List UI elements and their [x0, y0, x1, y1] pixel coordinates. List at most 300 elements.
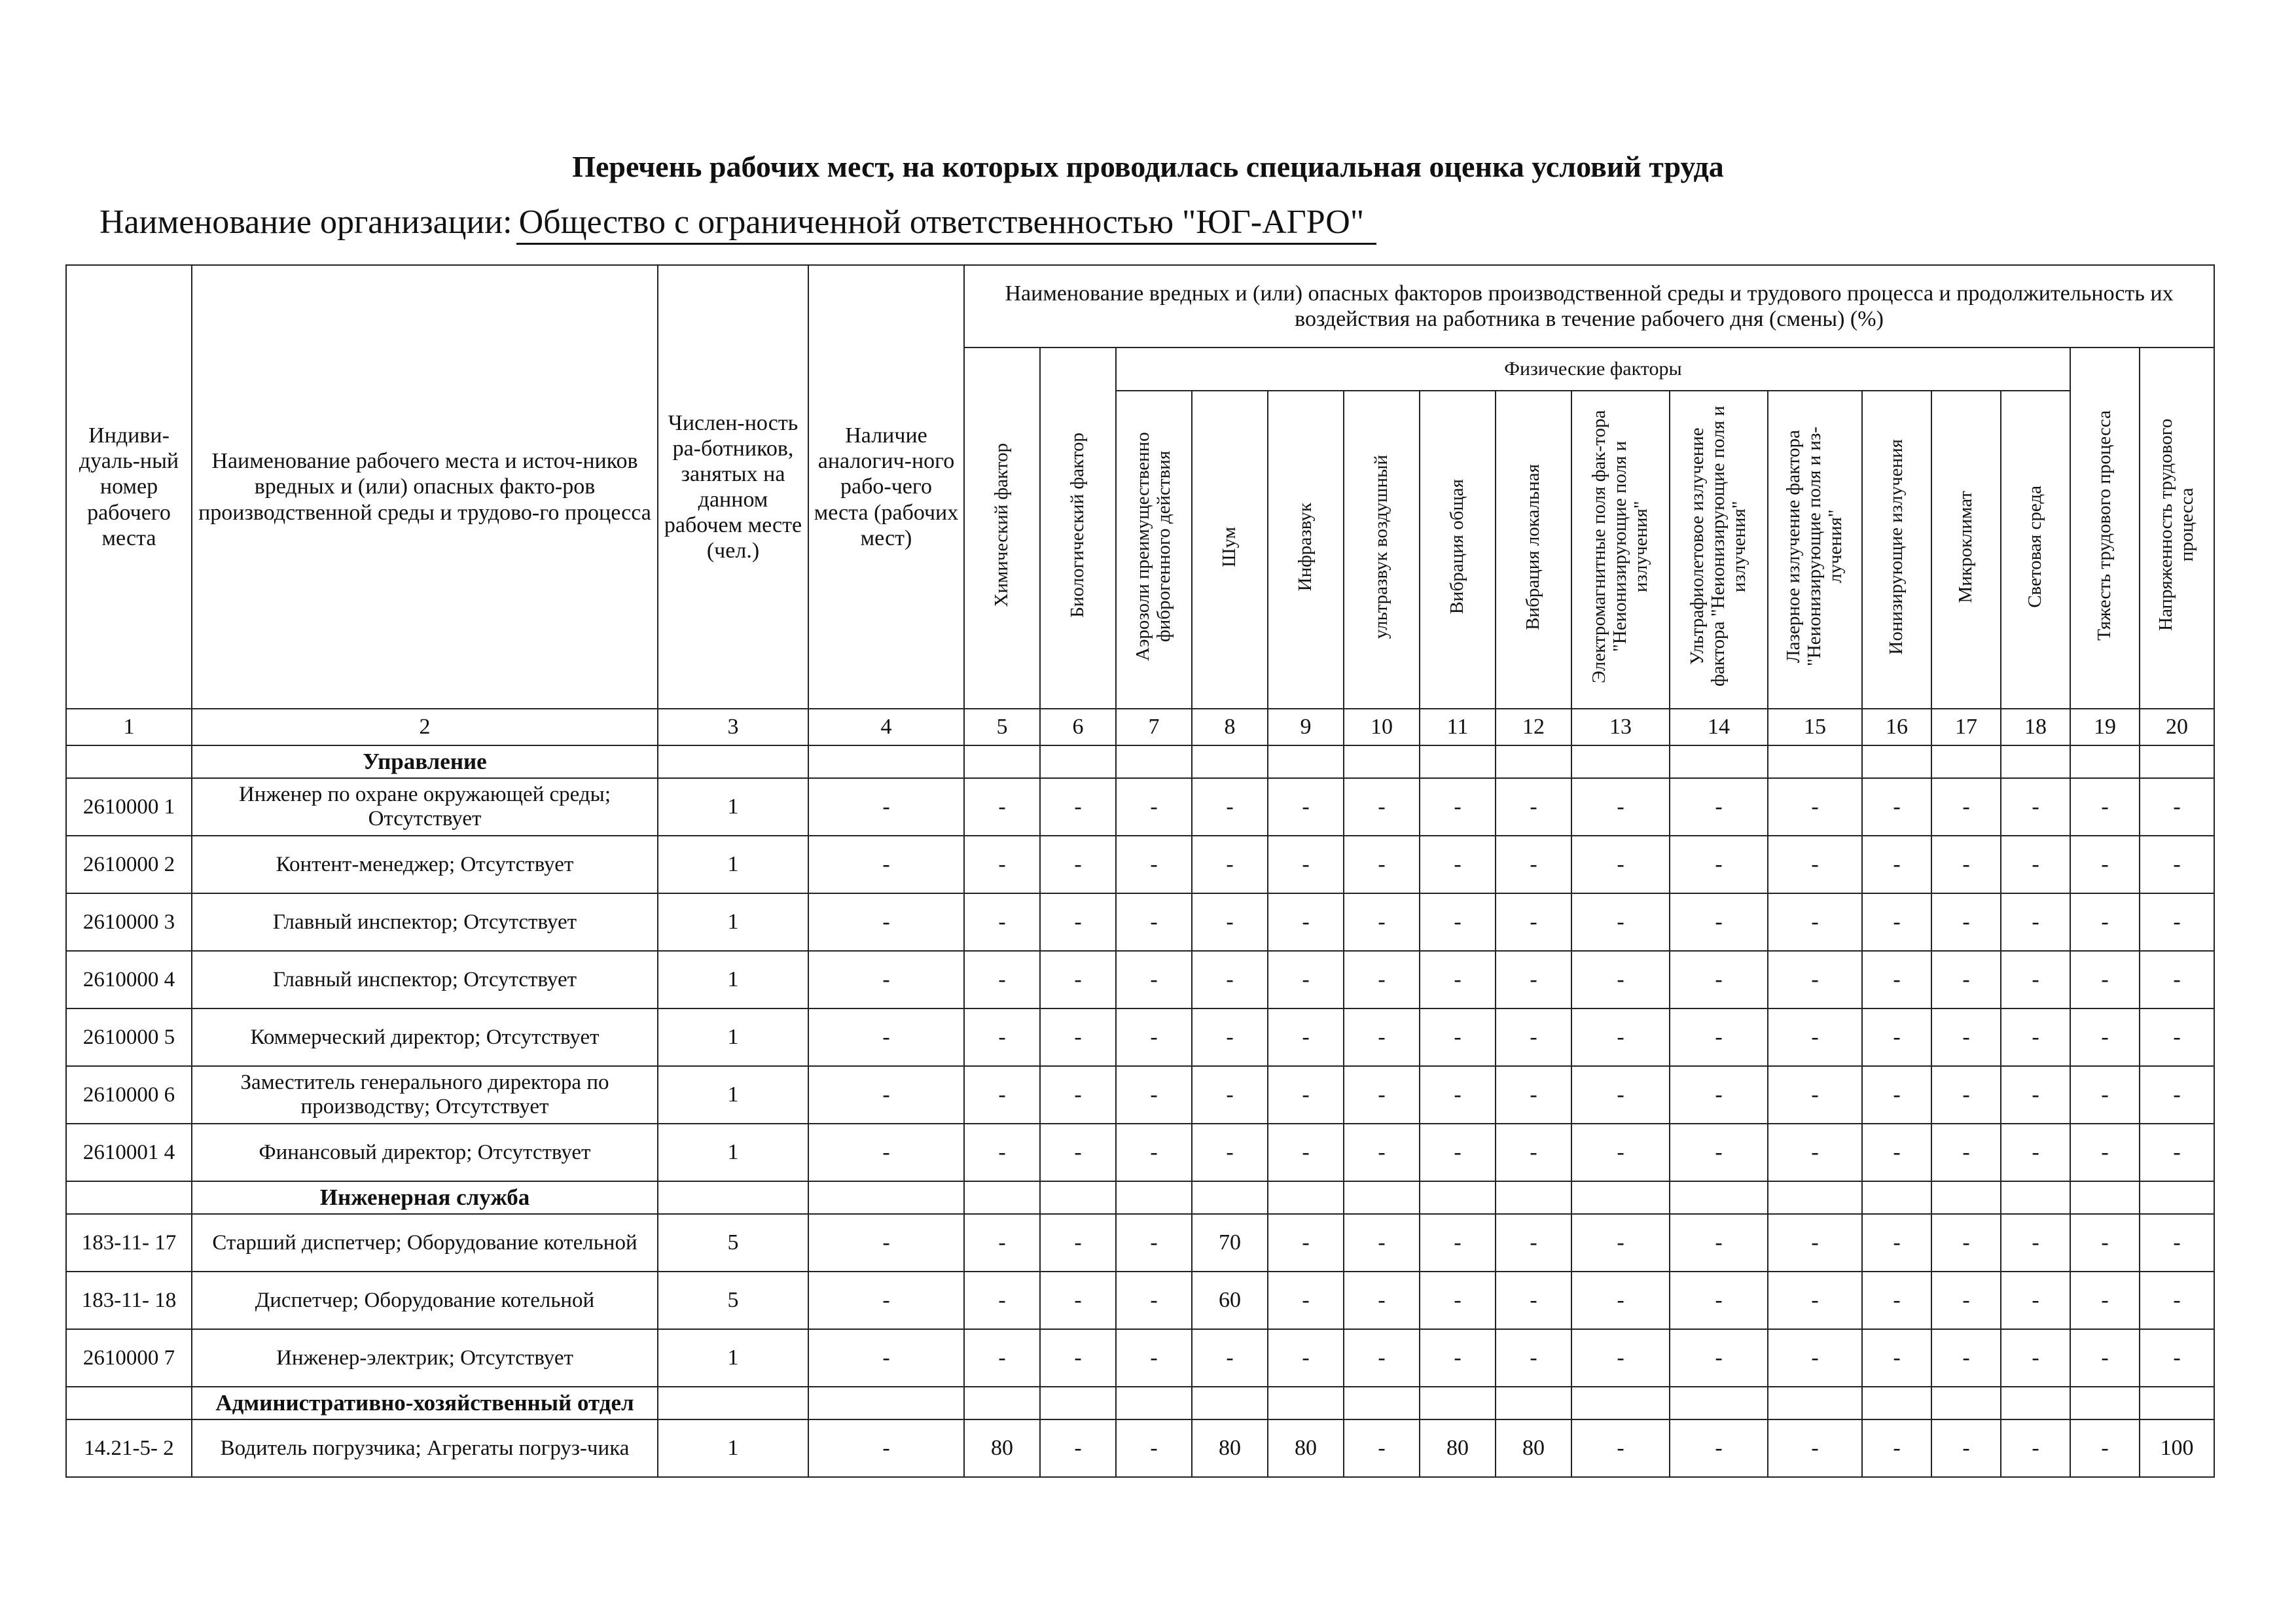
factor-value: -: [2001, 1272, 2070, 1329]
column-number: 14: [1670, 709, 1768, 745]
column-number: 8: [1192, 709, 1268, 745]
empty-cell: [2001, 1181, 2070, 1214]
empty-cell: [964, 1181, 1040, 1214]
factor-value: -: [964, 1329, 1040, 1387]
empty-cell: [2070, 1387, 2140, 1419]
table-row: [66, 1214, 2214, 1272]
factor-value: -: [1670, 1124, 1768, 1181]
factor-value: -: [1768, 951, 1862, 1008]
section-spacer: [66, 1387, 192, 1419]
factor-value: -: [1496, 1066, 1571, 1124]
organization-line: [99, 203, 1376, 245]
factor-value: -: [2140, 1008, 2214, 1066]
factor-value: -: [1192, 1329, 1268, 1387]
empty-cell: [1862, 745, 1931, 778]
empty-cell: [1931, 1387, 2001, 1419]
empty-cell: [1192, 745, 1268, 778]
factor-value: -: [2001, 1008, 2070, 1066]
factor-value: -: [1862, 951, 1931, 1008]
empty-cell: [1344, 1181, 1420, 1214]
header-physical-factor: Ионизирующие излучения: [1862, 391, 1931, 709]
document-title: Перечень рабочих мест, на которых проводилась специальная оценка условий труда: [572, 150, 1724, 183]
factor-value: -: [1192, 1008, 1268, 1066]
header-physical-factor: Инфразвук: [1268, 391, 1344, 709]
header-count: Числен-ность ра-ботников, занятых на данном рабочем месте (чел.): [658, 265, 808, 709]
factor-value: -: [1862, 893, 1931, 951]
workers-count: 5: [658, 1272, 808, 1329]
factor-value: -: [1862, 1329, 1931, 1387]
factor-value: 100: [2140, 1419, 2214, 1477]
factor-value: -: [1116, 1124, 1192, 1181]
empty-cell: [1571, 1181, 1670, 1214]
empty-cell: [1496, 1181, 1571, 1214]
empty-cell: [1571, 745, 1670, 778]
factor-value: -: [964, 1272, 1040, 1329]
workplace-id: 2610000 6: [66, 1066, 192, 1124]
workplace-name: Диспетчер; Оборудование котельной: [192, 1272, 658, 1329]
factor-value: -: [2140, 951, 2214, 1008]
workers-count: 1: [658, 893, 808, 951]
table-row: [66, 836, 2214, 893]
column-number: 19: [2070, 709, 2140, 745]
section-row: [66, 745, 2214, 778]
table-row: [66, 893, 2214, 951]
header-physical-group: Физические факторы: [1116, 348, 2070, 391]
factor-value: -: [1344, 1124, 1420, 1181]
header-labor-intensity: Напряженность трудового процесса: [2140, 348, 2214, 709]
analog-workplace: -: [808, 1272, 964, 1329]
factor-value: -: [1268, 893, 1344, 951]
column-number: 9: [1268, 709, 1344, 745]
empty-cell: [1420, 1387, 1496, 1419]
factor-value: -: [1571, 836, 1670, 893]
factor-value: -: [1192, 951, 1268, 1008]
factor-value: -: [1670, 1214, 1768, 1272]
factor-value: 80: [964, 1419, 1040, 1477]
factor-value: -: [1192, 1124, 1268, 1181]
factor-value: -: [1268, 1008, 1344, 1066]
factor-value: -: [1862, 1124, 1931, 1181]
empty-cell: [2070, 1181, 2140, 1214]
header-physical-factor: Световая среда: [2001, 391, 2070, 709]
empty-cell: [1344, 1387, 1420, 1419]
factor-value: -: [2140, 836, 2214, 893]
column-number: 17: [1931, 709, 2001, 745]
workplace-name: Коммерческий директор; Отсутствует: [192, 1008, 658, 1066]
header-physical-factor: Лазерное излучение фактора "Неионизирующие поля и из-лучения": [1768, 391, 1862, 709]
factor-value: -: [1116, 1214, 1192, 1272]
factor-value: -: [1571, 893, 1670, 951]
column-number: 6: [1040, 709, 1116, 745]
workplace-name: Главный инспектор; Отсутствует: [192, 951, 658, 1008]
empty-cell: [1862, 1387, 1931, 1419]
workers-count: 1: [658, 1066, 808, 1124]
factor-value: -: [1768, 778, 1862, 836]
factor-value: -: [1344, 1419, 1420, 1477]
factor-value: -: [1768, 1419, 1862, 1477]
factor-value: -: [1420, 1272, 1496, 1329]
factor-value: 80: [1496, 1419, 1571, 1477]
factor-value: -: [1768, 1329, 1862, 1387]
section-title: Административно-хозяйственный отдел: [192, 1387, 658, 1419]
empty-cell: [964, 745, 1040, 778]
table-row: [66, 1272, 2214, 1329]
empty-cell: [1768, 745, 1862, 778]
factor-value: -: [1571, 1272, 1670, 1329]
factor-value: -: [1192, 836, 1268, 893]
factor-value: -: [1040, 1419, 1116, 1477]
factor-value: -: [1670, 836, 1768, 893]
factor-value: -: [2140, 1214, 2214, 1272]
factor-value: -: [1268, 1272, 1344, 1329]
factor-value: -: [1931, 893, 2001, 951]
factor-value: -: [1192, 893, 1268, 951]
factor-value: -: [964, 1214, 1040, 1272]
factor-value: -: [1862, 1214, 1931, 1272]
column-number: 18: [2001, 709, 2070, 745]
factor-value: -: [1931, 1008, 2001, 1066]
empty-cell: [2140, 745, 2214, 778]
factor-value: -: [964, 893, 1040, 951]
empty-cell: [658, 1387, 808, 1419]
header-physical-factor: Микроклимат: [1931, 391, 2001, 709]
factor-value: -: [1268, 836, 1344, 893]
factor-value: -: [1268, 1214, 1344, 1272]
factor-value: -: [1040, 1124, 1116, 1181]
factor-value: -: [1571, 951, 1670, 1008]
factor-value: -: [1670, 951, 1768, 1008]
empty-cell: [1116, 1387, 1192, 1419]
column-number: 10: [1344, 709, 1420, 745]
factor-value: -: [1571, 778, 1670, 836]
workplace-name: Инженер по охране окружающей среды; Отсутствует: [192, 778, 658, 836]
factor-value: -: [1420, 1008, 1496, 1066]
factor-value: -: [1420, 951, 1496, 1008]
factor-value: -: [1344, 1008, 1420, 1066]
organization-label: Наименование организации:: [99, 204, 512, 241]
factor-value: -: [1040, 893, 1116, 951]
factor-value: -: [1571, 1124, 1670, 1181]
factor-value: -: [1040, 1214, 1116, 1272]
factor-value: -: [1496, 1008, 1571, 1066]
factor-value: -: [2140, 1124, 2214, 1181]
factor-value: -: [2001, 1066, 2070, 1124]
factor-value: -: [1268, 778, 1344, 836]
factor-value: -: [1931, 778, 2001, 836]
workers-count: 1: [658, 951, 808, 1008]
factor-value: -: [2070, 778, 2140, 836]
workers-count: 1: [658, 1124, 808, 1181]
empty-cell: [1768, 1181, 1862, 1214]
column-number: 12: [1496, 709, 1571, 745]
factor-value: -: [1040, 951, 1116, 1008]
factor-value: -: [1344, 1329, 1420, 1387]
factor-value: -: [1496, 836, 1571, 893]
factor-value: -: [964, 951, 1040, 1008]
analog-workplace: -: [808, 1214, 964, 1272]
header-physical-factor: Электромагнитные поля фак-тора "Неионизирующие поля и излучения": [1571, 391, 1670, 709]
factor-value: -: [964, 778, 1040, 836]
table-row: [66, 1419, 2214, 1477]
factor-value: -: [1116, 893, 1192, 951]
empty-cell: [1496, 1387, 1571, 1419]
factor-value: -: [2070, 1214, 2140, 1272]
empty-cell: [2001, 745, 2070, 778]
factor-value: -: [1670, 1066, 1768, 1124]
factor-value: -: [1571, 1329, 1670, 1387]
workplace-id: 2610000 1: [66, 778, 192, 836]
column-number: 2: [192, 709, 658, 745]
factor-value: -: [1931, 1419, 2001, 1477]
column-number: 4: [808, 709, 964, 745]
workplace-id: 183-11- 18: [66, 1272, 192, 1329]
header-physical-factor: Аэрозоли преимущественно фиброгенного действия: [1116, 391, 1192, 709]
factor-value: -: [1571, 1008, 1670, 1066]
factor-value: -: [1768, 1124, 1862, 1181]
factor-value: -: [964, 1124, 1040, 1181]
factor-value: -: [1862, 778, 1931, 836]
empty-cell: [808, 1387, 964, 1419]
factor-value: -: [1116, 951, 1192, 1008]
factor-value: -: [1931, 1329, 2001, 1387]
empty-cell: [1116, 1181, 1192, 1214]
empty-cell: [1931, 1181, 2001, 1214]
empty-cell: [1344, 745, 1420, 778]
table-row: [66, 778, 2214, 836]
header-chemical: Химический фактор: [964, 348, 1040, 709]
empty-cell: [1420, 1181, 1496, 1214]
factor-value: -: [1040, 1066, 1116, 1124]
factor-value: -: [1862, 1419, 1931, 1477]
column-number: 15: [1768, 709, 1862, 745]
factor-value: -: [1496, 951, 1571, 1008]
empty-cell: [1268, 1387, 1344, 1419]
factor-value: -: [1768, 893, 1862, 951]
factor-value: -: [1768, 836, 1862, 893]
empty-cell: [964, 1387, 1040, 1419]
factor-value: -: [2001, 836, 2070, 893]
factor-value: -: [1670, 1329, 1768, 1387]
empty-cell: [1420, 745, 1496, 778]
workplace-id: 2610000 4: [66, 951, 192, 1008]
workplace-id: 14.21-5- 2: [66, 1419, 192, 1477]
analog-workplace: -: [808, 1329, 964, 1387]
column-number: 1: [66, 709, 192, 745]
header-analog: Наличие аналогич-ного рабо-чего места (рабочих мест): [808, 265, 964, 709]
factor-value: -: [1116, 1329, 1192, 1387]
factor-value: -: [1192, 778, 1268, 836]
factor-value: -: [1116, 1066, 1192, 1124]
workers-count: 1: [658, 1008, 808, 1066]
factor-value: -: [1268, 1329, 1344, 1387]
factor-value: -: [1496, 1329, 1571, 1387]
factor-value: -: [2070, 1329, 2140, 1387]
factor-value: -: [1670, 893, 1768, 951]
factor-value: -: [1670, 1419, 1768, 1477]
empty-cell: [808, 745, 964, 778]
factor-value: -: [1496, 893, 1571, 951]
factor-value: -: [1931, 951, 2001, 1008]
factor-value: -: [2140, 893, 2214, 951]
analog-workplace: -: [808, 951, 964, 1008]
factor-value: 80: [1192, 1419, 1268, 1477]
section-spacer: [66, 745, 192, 778]
factor-value: -: [1862, 836, 1931, 893]
factor-value: -: [1420, 893, 1496, 951]
workers-count: 1: [658, 836, 808, 893]
factor-value: -: [2001, 1419, 2070, 1477]
factor-value: -: [1040, 1329, 1116, 1387]
factor-value: -: [2001, 1329, 2070, 1387]
empty-cell: [1192, 1181, 1268, 1214]
factor-value: -: [1420, 1214, 1496, 1272]
empty-cell: [1571, 1387, 1670, 1419]
empty-cell: [658, 1181, 808, 1214]
factor-value: -: [1268, 1124, 1344, 1181]
workplace-table: [65, 264, 2215, 1478]
header-physical-factor: Ультрафиолетовое излучение фактора "Неионизирующие поля и излучения": [1670, 391, 1768, 709]
empty-cell: [2140, 1387, 2214, 1419]
empty-cell: [1268, 745, 1344, 778]
factor-value: -: [1268, 1066, 1344, 1124]
factor-value: -: [1344, 1214, 1420, 1272]
factor-value: -: [1931, 1124, 2001, 1181]
analog-workplace: -: [808, 836, 964, 893]
workplace-name: Водитель погрузчика; Агрегаты погруз-чика: [192, 1419, 658, 1477]
factor-value: -: [1931, 1066, 2001, 1124]
factor-value: -: [2001, 778, 2070, 836]
factor-value: -: [1496, 1272, 1571, 1329]
factor-value: -: [1116, 1419, 1192, 1477]
factor-value: -: [1420, 778, 1496, 836]
factor-value: -: [1420, 836, 1496, 893]
section-row: [66, 1181, 2214, 1214]
factor-value: -: [2070, 1124, 2140, 1181]
factor-value: -: [1670, 1272, 1768, 1329]
empty-cell: [1040, 1387, 1116, 1419]
factor-value: -: [1670, 778, 1768, 836]
factor-value: -: [1116, 836, 1192, 893]
factor-value: -: [1768, 1272, 1862, 1329]
empty-cell: [1670, 1181, 1768, 1214]
factor-value: -: [1344, 778, 1420, 836]
factor-value: -: [1571, 1066, 1670, 1124]
empty-cell: [1931, 745, 2001, 778]
column-number: 13: [1571, 709, 1670, 745]
factor-value: -: [1344, 1272, 1420, 1329]
workplace-name: Главный инспектор; Отсутствует: [192, 893, 658, 951]
factor-value: -: [2070, 893, 2140, 951]
factor-value: -: [1420, 1329, 1496, 1387]
header-name: Наименование рабочего места и источ-ников вредных и (или) опасных факто-ров производственной среды и трудово-го процесса: [192, 265, 658, 709]
table-row: [66, 1124, 2214, 1181]
factor-value: -: [1344, 1066, 1420, 1124]
factor-value: -: [1670, 1008, 1768, 1066]
factor-value: -: [1862, 1066, 1931, 1124]
section-spacer: [66, 1181, 192, 1214]
workplace-id: 183-11- 17: [66, 1214, 192, 1272]
factor-value: -: [2140, 1329, 2214, 1387]
factor-value: -: [1496, 1124, 1571, 1181]
factor-value: -: [2140, 1272, 2214, 1329]
workplace-id: 2610000 7: [66, 1329, 192, 1387]
factor-value: -: [1344, 893, 1420, 951]
factor-value: -: [1040, 778, 1116, 836]
factor-value: -: [964, 836, 1040, 893]
header-id: Индиви-дуаль-ный номер рабочего места: [66, 265, 192, 709]
empty-cell: [1670, 745, 1768, 778]
factor-value: -: [1420, 1066, 1496, 1124]
header-factors-group: Наименование вредных и (или) опасных факторов производственной среды и трудового процесса и продолжительность их воздействия на работника в течение рабочего дня (смены) (%): [964, 265, 2214, 348]
factor-value: -: [2070, 1008, 2140, 1066]
factor-value: -: [2070, 1419, 2140, 1477]
column-number: 11: [1420, 709, 1496, 745]
factor-value: -: [1931, 1272, 2001, 1329]
factor-value: -: [1344, 951, 1420, 1008]
factor-value: -: [1420, 1124, 1496, 1181]
table-row: [66, 951, 2214, 1008]
table-row: [66, 1008, 2214, 1066]
factor-value: -: [1496, 778, 1571, 836]
workplace-id: 2610000 5: [66, 1008, 192, 1066]
workers-count: 1: [658, 1329, 808, 1387]
factor-value: -: [2001, 893, 2070, 951]
factor-value: -: [1268, 951, 1344, 1008]
empty-cell: [2001, 1387, 2070, 1419]
table-row: [66, 1329, 2214, 1387]
factor-value: -: [964, 1008, 1040, 1066]
header-physical-factor: Шум: [1192, 391, 1268, 709]
factor-value: -: [1192, 1066, 1268, 1124]
empty-cell: [2070, 745, 2140, 778]
empty-cell: [808, 1181, 964, 1214]
factor-value: -: [1116, 778, 1192, 836]
header-physical-factor: Вибрация локальная: [1496, 391, 1571, 709]
factor-value: 60: [1192, 1272, 1268, 1329]
column-number: 3: [658, 709, 808, 745]
empty-cell: [1116, 745, 1192, 778]
empty-cell: [1192, 1387, 1268, 1419]
workplace-name: Контент-менеджер; Отсутствует: [192, 836, 658, 893]
factor-value: -: [2070, 951, 2140, 1008]
factor-value: -: [2001, 1214, 2070, 1272]
workplace-name: Старший диспетчер; Оборудование котельной: [192, 1214, 658, 1272]
header-physical-factor: Вибрация общая: [1420, 391, 1496, 709]
organization-name: Общество с ограниченной ответственностью "ЮГ-АГРО": [516, 203, 1376, 245]
empty-cell: [1862, 1181, 1931, 1214]
column-number: 20: [2140, 709, 2214, 745]
empty-cell: [2140, 1181, 2214, 1214]
header-biological: Биологический фактор: [1040, 348, 1116, 709]
section-title: Управление: [192, 745, 658, 778]
factor-value: -: [1571, 1419, 1670, 1477]
workers-count: 1: [658, 778, 808, 836]
workers-count: 1: [658, 1419, 808, 1477]
factor-value: -: [1768, 1066, 1862, 1124]
factor-value: -: [2001, 1124, 2070, 1181]
factor-value: -: [1040, 836, 1116, 893]
column-number: 7: [1116, 709, 1192, 745]
factor-value: -: [2001, 951, 2070, 1008]
empty-cell: [1040, 745, 1116, 778]
empty-cell: [1040, 1181, 1116, 1214]
section-title: Инженерная служба: [192, 1181, 658, 1214]
factor-value: -: [1344, 836, 1420, 893]
analog-workplace: -: [808, 1066, 964, 1124]
factor-value: -: [2140, 1066, 2214, 1124]
factor-value: 70: [1192, 1214, 1268, 1272]
workplace-id: 2610001 4: [66, 1124, 192, 1181]
